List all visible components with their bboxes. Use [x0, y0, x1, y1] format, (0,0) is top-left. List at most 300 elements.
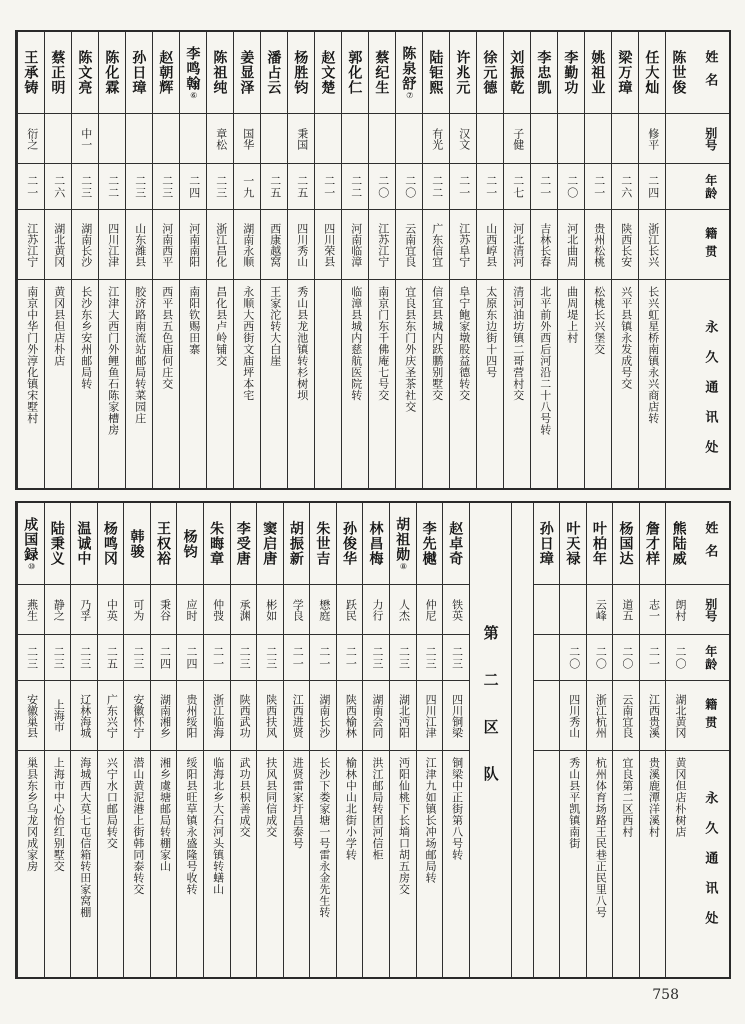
person-name: 胡祖勋 ⑧: [390, 503, 416, 585]
person-address: 武功县枳善成交: [238, 757, 251, 838]
person-alias: 秉谷: [151, 585, 177, 635]
person-alias: 秉国: [288, 114, 314, 164]
person-name: 成国録 ⑩: [18, 503, 44, 585]
person-name: 朱世吉: [310, 503, 336, 585]
page-number: 758: [652, 987, 679, 1003]
person-native: 浙江长兴: [639, 210, 665, 280]
person-column: [233, 32, 260, 488]
person-age: 二二: [423, 164, 449, 210]
person-name: 陈化霖: [99, 32, 125, 114]
person-column: [639, 503, 666, 977]
person-age: 二〇: [613, 635, 639, 681]
header-native: 籍贯: [692, 210, 729, 280]
person-age: 一九: [234, 164, 260, 210]
person-age: 二一: [315, 164, 341, 210]
person-address: 南京中华门外淳化镇宋墅村: [25, 286, 38, 424]
person-native: 上海市: [45, 681, 71, 751]
person-alias: 中一: [72, 114, 98, 164]
person-age: 二三: [417, 635, 443, 681]
person-native: 四川荣县: [315, 210, 341, 280]
person-alias: 乃孚: [71, 585, 97, 635]
person-age: 二五: [98, 635, 124, 681]
person-alias: 有光: [423, 114, 449, 164]
person-native: 陕西武功: [231, 681, 257, 751]
person-name: 杨国达: [613, 503, 639, 585]
person-native: 广东信宜: [423, 210, 449, 280]
person-age: 二二: [99, 164, 125, 210]
person-column: [179, 32, 206, 488]
person-name: 陆秉义: [45, 503, 71, 585]
person-address: 潜山黄泥港上街韩同泰转交: [131, 757, 144, 895]
person-native: 河北曲周: [558, 210, 584, 280]
person-age: 二三: [153, 164, 179, 210]
person-age: 二四: [180, 164, 206, 210]
person-native: 山西崞县: [477, 210, 503, 280]
person-alias: [315, 114, 341, 164]
person-alias: [342, 114, 368, 164]
person-column: [395, 32, 422, 488]
person-column: [612, 503, 639, 977]
header-address: 永久通讯处: [703, 320, 719, 470]
person-column: [70, 503, 97, 977]
person-native: 安徽怀宁: [124, 681, 150, 751]
person-address: 信宜县城内跃鹏别墅交: [430, 286, 443, 401]
person-age: 二三: [363, 635, 389, 681]
person-native: 湖南长沙: [310, 681, 336, 751]
person-native: [534, 681, 560, 751]
person-column: [584, 32, 611, 488]
person-column: [256, 503, 283, 977]
person-native: 江苏阜宁: [450, 210, 476, 280]
person-age: 二一: [18, 164, 44, 210]
person-native: 湖南湘乡: [151, 681, 177, 751]
person-address: 曲周堤上村: [565, 286, 578, 344]
person-name: 许兆元: [450, 32, 476, 114]
person-native: 四川秀山: [288, 210, 314, 280]
person-age: 二〇: [369, 164, 395, 210]
person-name: 李先樾: [417, 503, 443, 585]
person-name: 窦启唐: [257, 503, 283, 585]
person-native: 浙江临海: [204, 681, 230, 751]
person-name: 杨胜钧: [288, 32, 314, 114]
person-alias: [612, 114, 638, 164]
person-alias: [369, 114, 395, 164]
person-name: 朱晦章: [204, 503, 230, 585]
person-alias: 跃民: [337, 585, 363, 635]
person-native: 江苏江宁: [369, 210, 395, 280]
person-alias: 衍之: [18, 114, 44, 164]
person-alias: 国华: [234, 114, 260, 164]
person-address: 长沙下娄家塘一号雷永金先生转: [317, 757, 330, 918]
person-age: 二四: [639, 164, 665, 210]
person-address: 上海市中心怡红别墅交: [52, 757, 65, 872]
person-age: 二〇: [396, 164, 422, 210]
person-column: [557, 32, 584, 488]
person-native: 四川江津: [99, 210, 125, 280]
person-name: 王承铸: [18, 32, 44, 114]
person-address: 王家沱转大白崖: [268, 286, 281, 367]
person-alias: 子健: [504, 114, 530, 164]
person-address: 阜宁鲍家墩股益德转交: [457, 286, 470, 401]
person-name: 王权裕: [151, 503, 177, 585]
person-column: [123, 503, 150, 977]
person-native: 云南宜良: [396, 210, 422, 280]
person-native: 西康越窝: [261, 210, 287, 280]
person-native: 河南西平: [153, 210, 179, 280]
person-age: 二五: [288, 164, 314, 210]
person-column: [665, 503, 692, 977]
person-address: 进贤雷家圩昌泰号: [291, 757, 304, 849]
person-column: [389, 503, 416, 977]
person-native: 贵州绥阳: [177, 681, 203, 751]
person-address: 西平县五色庙何庄交: [160, 286, 173, 390]
header-name: 姓名: [692, 32, 729, 114]
person-native: 湖南长沙: [72, 210, 98, 280]
person-age: 二三: [18, 635, 44, 681]
person-name: 郭化仁: [342, 32, 368, 114]
person-address: 清河油坊镇二哥营村交: [511, 286, 524, 401]
person-column: [368, 32, 395, 488]
person-age: 二〇: [560, 635, 586, 681]
person-native: 广东兴宁: [98, 681, 124, 751]
person-age: 二二: [342, 164, 368, 210]
person-name: 赵文楚: [315, 32, 341, 114]
person-alias: [558, 114, 584, 164]
person-column: [309, 503, 336, 977]
person-age: 二一: [531, 164, 557, 210]
person-alias: [560, 585, 586, 635]
person-alias: [666, 114, 692, 164]
person-column: [150, 503, 177, 977]
person-name: 孙俊华: [337, 503, 363, 585]
person-name: 赵卓奇: [443, 503, 469, 585]
person-address: 宜良第二区西村: [620, 757, 633, 838]
footnote-mark: ⑧: [398, 561, 408, 571]
person-native: 河南临漳: [342, 210, 368, 280]
person-name: 李勤功: [558, 32, 584, 114]
person-address: 胶济路南流站邮局转菜园庄: [133, 286, 146, 424]
person-address: 黄冈县但店朴店: [52, 286, 65, 367]
person-column: [530, 32, 557, 488]
person-address: 贵溪鹿潭洋溪村: [647, 757, 660, 838]
person-address: 临海北乡大石河头镇转蟮山: [211, 757, 224, 895]
person-native: 吉林长春: [531, 210, 557, 280]
person-age: 二一: [585, 164, 611, 210]
person-native: [666, 210, 692, 280]
person-native: 云南宜良: [613, 681, 639, 751]
person-address: 扶风县同信成交: [264, 757, 277, 838]
person-native: 辽林海城: [71, 681, 97, 751]
person-name: 陈文亮: [72, 32, 98, 114]
person-column: [314, 32, 341, 488]
person-alias: [126, 114, 152, 164]
person-address: 秀山县平凯镇南街: [567, 757, 580, 849]
person-column: [416, 503, 443, 977]
person-name: 杨鸣冈: [98, 503, 124, 585]
person-name: 蔡正明: [45, 32, 71, 114]
header-column: [692, 503, 729, 977]
person-name: 孙日璋: [126, 32, 152, 114]
person-age: 二一: [477, 164, 503, 210]
person-address: [534, 751, 560, 977]
person-column: [206, 32, 233, 488]
person-alias: [45, 114, 71, 164]
person-address: 秀山县龙池镇转杉树坝: [295, 286, 308, 401]
person-address: 巢县东乡乌龙冈成家房: [25, 757, 38, 872]
person-native: 江西贵溪: [640, 681, 666, 751]
person-name: 陈世俊: [666, 32, 692, 114]
directory-table-top: [15, 30, 731, 490]
person-address: 江津大西门外鲤鱼石陈家槽房: [106, 286, 119, 436]
person-name: 李忠凯: [531, 32, 557, 114]
person-alias: [180, 114, 206, 164]
person-native: 江苏江宁: [18, 210, 44, 280]
person-native: 四川秀山: [560, 681, 586, 751]
person-age: 二七: [504, 164, 530, 210]
person-name: 叶柏年: [587, 503, 613, 585]
header-name: 姓名: [692, 503, 729, 585]
person-alias: 燕生: [18, 585, 44, 635]
person-native: 湖北沔阳: [390, 681, 416, 751]
person-address: 沔阳仙桃下长埫口胡五房交: [397, 757, 410, 895]
person-column: [611, 32, 638, 488]
person-alias: 静之: [45, 585, 71, 635]
person-address: 杭州体育场路王民巷正民里八号: [594, 757, 607, 918]
person-address: 昌化县卢岭铺交: [214, 286, 227, 367]
header-alias: 别号: [692, 114, 729, 164]
person-address: 长沙东乡安州邮局转: [79, 286, 92, 390]
person-native: 湖北黄冈: [45, 210, 71, 280]
person-native: 陕西扶风: [257, 681, 283, 751]
person-name: 孙日璋: [534, 503, 560, 585]
person-name: 林昌梅: [363, 503, 389, 585]
header-age: 年龄: [692, 635, 729, 681]
person-column: [586, 503, 613, 977]
person-address: 洪江邮局转团河信柜: [370, 757, 383, 861]
person-age: 二一: [204, 635, 230, 681]
person-alias: 懋庭: [310, 585, 336, 635]
person-name: 蔡纪生: [369, 32, 395, 114]
person-name: 姚祖业: [585, 32, 611, 114]
person-column: [336, 503, 363, 977]
person-native: 陕西长安: [612, 210, 638, 280]
person-age: 二一: [310, 635, 336, 681]
person-column: [260, 32, 287, 488]
person-address: 江津九如镇长冲场邮局转: [424, 757, 437, 884]
person-age: 二六: [45, 164, 71, 210]
person-age: 二五: [261, 164, 287, 210]
person-alias: [531, 114, 557, 164]
person-column: [152, 32, 179, 488]
person-age: 二一: [337, 635, 363, 681]
person-age: 二一: [450, 164, 476, 210]
person-alias: 修平: [639, 114, 665, 164]
person-column: [230, 503, 257, 977]
person-column: [503, 32, 530, 488]
person-alias: [396, 114, 422, 164]
spacer-column: [511, 503, 533, 977]
person-address: 临漳县城内慈航医院转: [349, 286, 362, 401]
person-name: 梁万璋: [612, 32, 638, 114]
person-address: 湘乡虞塘邮局转棚家山: [158, 757, 171, 872]
person-name: 李鸣翰 ⑥: [180, 32, 206, 114]
person-column: [665, 32, 692, 488]
person-name: 徐元德: [477, 32, 503, 114]
person-age: [666, 164, 692, 210]
person-column: [442, 503, 469, 977]
person-alias: 中英: [98, 585, 124, 635]
person-name: 李受唐: [231, 503, 257, 585]
person-address: 海城西大莫七屯信箱转田家窝棚: [78, 757, 91, 918]
footnote-mark: ⑥: [189, 90, 199, 100]
section-divider-label: 第二区队: [481, 625, 499, 813]
person-address: 永顺大西街文庙坪本宅: [241, 286, 254, 401]
person-native: 陕西榆林: [337, 681, 363, 751]
person-name: 潘占云: [261, 32, 287, 114]
person-address: 榆林中山北街小学转: [344, 757, 357, 861]
section-divider-column: [469, 503, 511, 977]
person-native: 河南南阳: [180, 210, 206, 280]
person-native: 贵州松桃: [585, 210, 611, 280]
person-age: [534, 635, 560, 681]
person-address: 绥阳县旺草镇永盛隆号收转: [185, 757, 197, 895]
person-age: 二三: [257, 635, 283, 681]
person-alias: 铁英: [443, 585, 469, 635]
person-native: 浙江昌化: [207, 210, 233, 280]
person-age: 二一: [640, 635, 666, 681]
person-native: 湖南永顺: [234, 210, 260, 280]
person-alias: 云峰: [587, 585, 613, 635]
person-column: [17, 32, 44, 488]
footnote-mark: ⑩: [27, 561, 37, 571]
person-native: 浙江杭州: [587, 681, 613, 751]
person-alias: 汉文: [450, 114, 476, 164]
person-column: [341, 32, 368, 488]
person-native: 河北清河: [504, 210, 530, 280]
person-column: [362, 503, 389, 977]
person-column: [287, 32, 314, 488]
header-age: 年龄: [692, 164, 729, 210]
person-native: 四川江津: [417, 681, 443, 751]
person-address: 兴宁水口邮局转交: [105, 757, 118, 849]
person-column: [559, 503, 586, 977]
directory-table-bottom: [15, 501, 731, 979]
person-name: 任大灿: [639, 32, 665, 114]
person-alias: 应时: [177, 585, 203, 635]
person-name: 叶天禄: [560, 503, 586, 585]
person-name: 胡振新: [284, 503, 310, 585]
person-age: 二〇: [558, 164, 584, 210]
person-age: 二三: [443, 635, 469, 681]
person-alias: 人杰: [390, 585, 416, 635]
footnote-mark: ⑦: [405, 90, 415, 100]
person-alias: [585, 114, 611, 164]
person-column: [422, 32, 449, 488]
person-alias: [99, 114, 125, 164]
header-address: 永久通讯处: [703, 791, 719, 941]
person-native: 江西进贤: [284, 681, 310, 751]
person-column: [533, 503, 560, 977]
person-column: [203, 503, 230, 977]
person-name: 韩骏: [124, 503, 150, 585]
person-name: 陈泉舒 ⑦: [396, 32, 422, 114]
person-alias: 章松: [207, 114, 233, 164]
person-age: 二三: [72, 164, 98, 210]
person-native: 湖南会同: [363, 681, 389, 751]
person-column: [44, 503, 71, 977]
header-alias: 别号: [692, 585, 729, 635]
person-address: [666, 280, 692, 488]
person-address: 松桃长兴堡交: [592, 286, 605, 355]
person-name: 熊陆威: [666, 503, 692, 585]
person-column: [283, 503, 310, 977]
person-address: 南阳钦赐田寨: [187, 286, 200, 355]
person-address: [315, 280, 341, 488]
person-column: [476, 32, 503, 488]
person-address: 长兴虹星桥南镇永兴商店转: [646, 286, 659, 424]
person-alias: [477, 114, 503, 164]
person-age: 二四: [151, 635, 177, 681]
person-age: 二三: [124, 635, 150, 681]
person-native: 安徽巢县: [18, 681, 44, 751]
person-alias: 志一: [640, 585, 666, 635]
person-age: 二一: [284, 635, 310, 681]
person-age: 二〇: [587, 635, 613, 681]
person-native: 湖北黄冈: [666, 681, 692, 751]
person-age: 二三: [71, 635, 97, 681]
person-alias: 彬如: [257, 585, 283, 635]
header-column: [692, 32, 729, 488]
person-address: 南京门东千佛庵七号交: [376, 286, 389, 401]
person-native: 山东潍县: [126, 210, 152, 280]
person-name: 姜显泽: [234, 32, 260, 114]
person-age: 二四: [177, 635, 203, 681]
person-alias: 力行: [363, 585, 389, 635]
person-column: [638, 32, 665, 488]
person-name: 陈祖纯: [207, 32, 233, 114]
person-column: [17, 503, 44, 977]
person-name: 刘振乾: [504, 32, 530, 114]
person-age: 二三: [231, 635, 257, 681]
person-name: 赵朝辉: [153, 32, 179, 114]
person-alias: [534, 585, 560, 635]
person-age: 二三: [126, 164, 152, 210]
person-column: [449, 32, 476, 488]
person-age: 二三: [207, 164, 233, 210]
person-address: 北平前外西后河沿二十八号转: [538, 286, 551, 436]
person-address: 太原东边街十四号: [484, 286, 497, 378]
person-column: [71, 32, 98, 488]
person-alias: [153, 114, 179, 164]
person-column: [125, 32, 152, 488]
person-age: 二三: [45, 635, 71, 681]
person-alias: 承渊: [231, 585, 257, 635]
person-alias: [261, 114, 287, 164]
person-alias: 可为: [124, 585, 150, 635]
person-alias: 朗村: [666, 585, 692, 635]
person-name: 陆钜熙: [423, 32, 449, 114]
person-native: 四川铜梁: [443, 681, 469, 751]
header-native: 籍贯: [692, 681, 729, 751]
person-address: 兴平县镇永发成号交: [619, 286, 632, 390]
person-address: 宜良县东门外庆圣茶社交: [403, 286, 416, 413]
person-alias: 道五: [613, 585, 639, 635]
person-age: 二〇: [666, 635, 692, 681]
person-column: [98, 32, 125, 488]
person-name: 杨钧: [177, 503, 203, 585]
person-age: 二六: [612, 164, 638, 210]
person-alias: 仲弢: [204, 585, 230, 635]
